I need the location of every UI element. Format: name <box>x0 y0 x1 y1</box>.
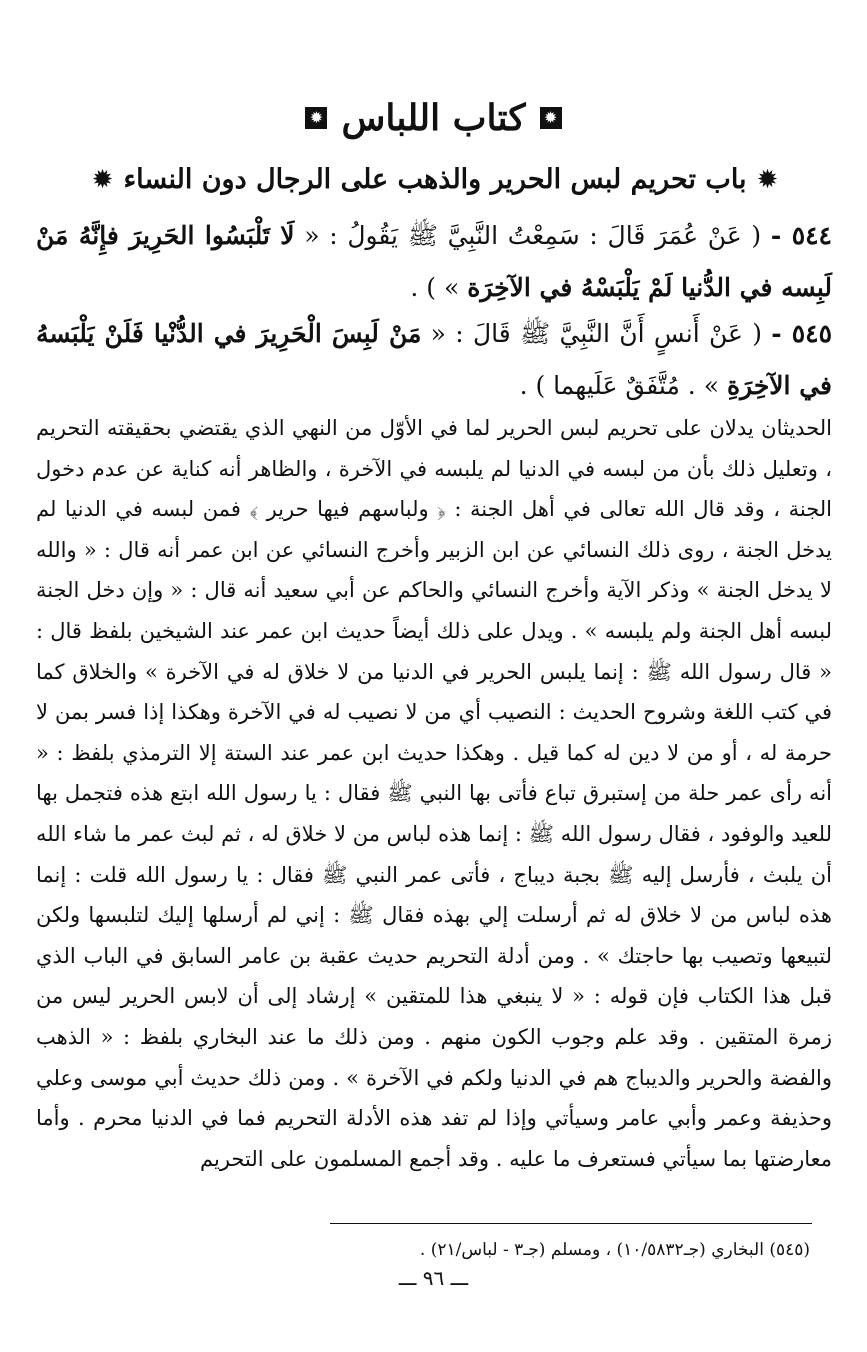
hadith-number: ٥٤٤ - <box>770 221 832 250</box>
hadith-outro: » ) . <box>410 273 468 302</box>
hadith-intro: ( عَنْ عُمَرَ قَالَ : سَمِعْتُ النَّبِيَّ ﷺ يَقُولُ : « <box>294 221 771 250</box>
chapter-title-text: باب تحريم لبس الحرير والذهب على الرجال دون النساء <box>123 164 747 195</box>
book-title <box>0 94 867 142</box>
hadith-545 <box>36 308 832 412</box>
ornament-box-icon <box>305 107 327 129</box>
chapter-title <box>70 158 800 202</box>
ornament-box-icon <box>540 107 562 129</box>
footnote: (٥٤٥) البخاري (جـ١٠/٥٨٣٢) ، ومسلم (جـ٣ - لباس/٢١) . <box>419 1240 810 1260</box>
hadith-outro: » . مُتَّفَقٌ عَلَيهما ) . <box>519 371 727 400</box>
hadith-quote: لَا تَلْبَسُوا الحَرِيرَ فإِنَّهُ مَنْ لَبِسه في الدُّنيا لَمْ يَلْبَسْهُ في الآخِرَة <box>36 221 832 302</box>
footnote-divider <box>330 1223 812 1224</box>
hadith-intro: ( عَنْ أَنسٍ أَنَّ النَّبِيَّ ﷺ قَالَ : « <box>421 319 772 348</box>
hadith-quote: مَنْ لَبِسَ الْحَرِيرَ في الدُّنْيا فَلَنْ يَلْبَسهُ في الآخِرَةِ <box>36 319 832 400</box>
commentary-text: الحديثان يدلان على تحريم لبس الحرير لما في الأوّل من النهي الذي يقتضي بحقيقته التحريم ، وتعليل ذلك بأن من لبسه في الدنيا لم يلبسه في الآخرة ، والظاهر أنه كناية عن عدم دخول الجنة ، وقد قال الله تعالى في أهل الجنة : ﴿ ولباسهم فيها حرير ﴾ فمن لبسه في الدنيا لم يدخل الجنة ، روى ذلك النسائي عن ابن الزبير وأخرج النسائي عن ابن عمر أنه قال : « والله لا يدخل الجنة » وذكر الآية وأخرج النسائي والحاكم عن أبي سعيد أنه قال : « وإن دخل الجنة لبسه أهل الجنة ولم يلبسه » . ويدل على ذلك أيضاً حديث ابن عمر عند الشيخين بلفظ قال : « قال رسول الله ﷺ : إنما يلبس الحرير في الدنيا من لا خلاق له في الآخرة » والخلاق كما في كتب اللغة وشروح الحديث : النصيب أي من لا نصيب له في الآخرة وهكذا إذا فسر بمن لا حرمة له ، أو من لا دين له كما قيل . وهكذا حديث ابن عمر عند الستة إلا الترمذي بلفظ : « أنه رأى عمر حلة من إستبرق تباع فأتى بها النبي ﷺ فقال : يا رسول الله ابتع هذه فتجمل بها للعيد والوفود ، فقال رسول الله ﷺ : إنما هذه لباس من لا خلاق له ، ثم لبث عمر ما شاء الله أن يلبث ، فأرسل إليه ﷺ بجبة ديباج ، فأتى عمر النبي ﷺ فقال : يا رسول الله قلت : إنما هذه لباس من لا خلاق له ثم أرسلت إلي بهذه فقال ﷺ : إني لم أرسلها إليك لتلبسها ولكن لتبيعها وتصيب بها حاجتك » . ومن أدلة التحريم حديث عقبة بن عامر السابق في الباب الذي قبل هذا الكتاب فإن قوله : « لا ينبغي هذا للمتقين » إرشاد إلى أن لابس الحرير ليس من زمرة المتقين . وقد علم وجوب الكون منهم . ومن ذلك ما عند البخاري بلفظ : « الذهب والفضة والحرير والديباج هم في الدنيا ولكم في الآخرة » . ومن ذلك حديث أبي موسى وعلي وحذيفة وعمر وأبي عامر وسيأتي وإذا لم تفد هذه الأدلة التحريم فما في الدنيا محرم . وأما معارضتها بما سيأتي فستعرف ما عليه . وقد أجمع المسلمون على التحريم <box>36 416 832 1171</box>
hadith-544 <box>36 210 832 314</box>
hadith-number: ٥٤٥ - <box>771 319 833 348</box>
star-ornament-icon: ✹ <box>91 165 114 195</box>
page-number: ـــ ٩٦ ـــ <box>398 1266 469 1290</box>
book-title-text: كتاب اللباس <box>341 97 526 139</box>
star-ornament-icon: ✹ <box>756 165 779 195</box>
